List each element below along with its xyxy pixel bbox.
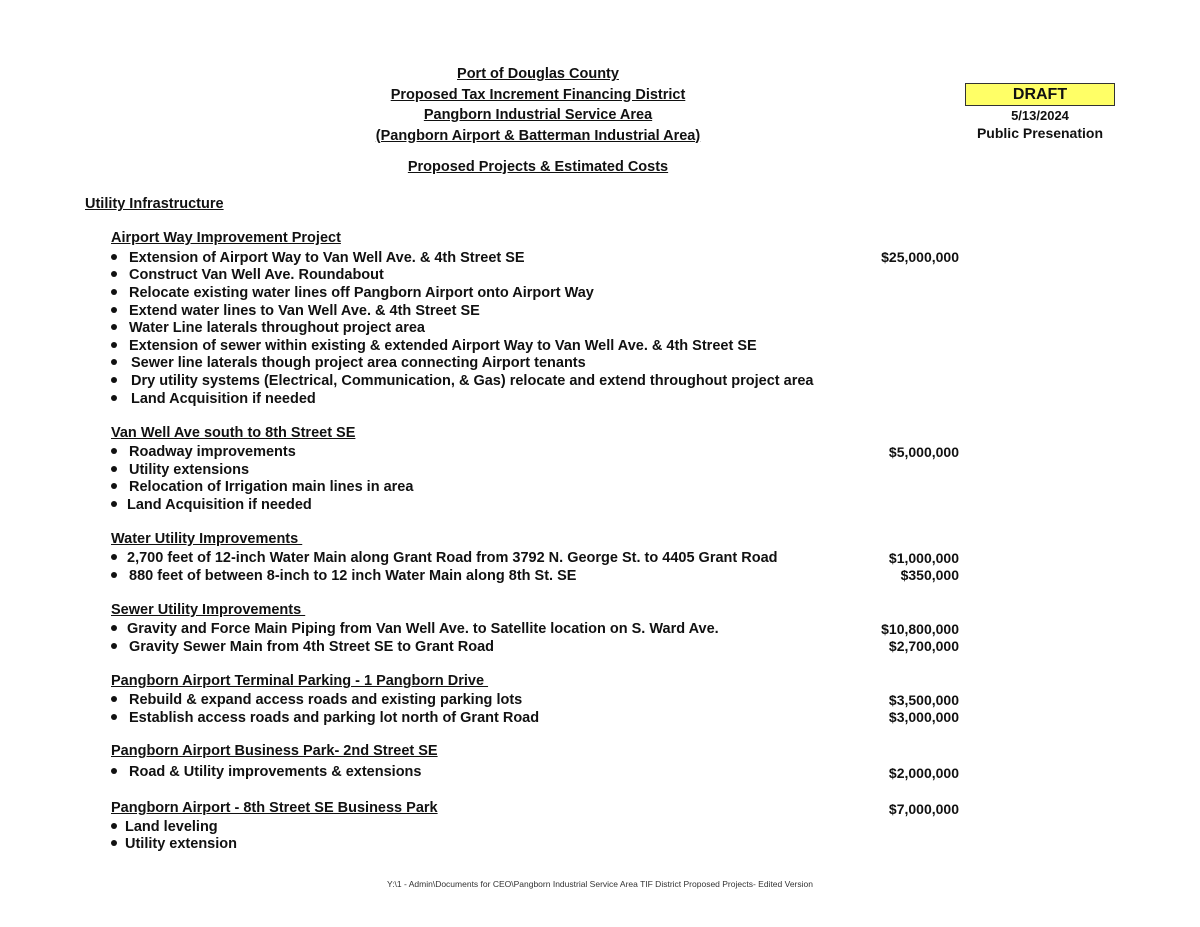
bullet-icon	[111, 554, 117, 560]
bullet-icon	[111, 289, 117, 295]
cost-value: $10,800,000	[881, 621, 959, 637]
bullet-icon	[111, 643, 117, 649]
bullet-icon	[111, 271, 117, 277]
cost-value: $3,500,000	[888, 692, 959, 708]
title-line-1: Port of Douglas County	[457, 66, 619, 82]
draft-note: Public Presenation	[976, 125, 1104, 141]
list-item: Land Acquisition if needed	[111, 390, 316, 408]
list-item: Land leveling	[111, 818, 218, 836]
section-heading-business-park-8th: Pangborn Airport - 8th Street SE Business Park	[111, 800, 438, 816]
list-item: Roadway improvements	[111, 443, 296, 461]
list-item: Construct Van Well Ave. Roundabout	[111, 266, 384, 284]
bullet-icon	[111, 342, 117, 348]
list-item: Gravity Sewer Main from 4th Street SE to Grant Road	[111, 638, 494, 656]
bullet-icon	[111, 307, 117, 313]
draft-badge: DRAFT	[965, 83, 1115, 106]
bullet-icon	[111, 696, 117, 702]
bullet-icon	[111, 324, 117, 330]
bullet-icon	[111, 448, 117, 454]
document-subtitle: Proposed Projects & Estimated Costs	[407, 159, 669, 175]
bullet-icon	[111, 768, 117, 774]
list-item: 2,700 feet of 12-inch Water Main along Grant Road from 3792 N. George St. to 4405 Grant Road	[111, 549, 778, 567]
list-item: Relocation of Irrigation main lines in area	[111, 478, 413, 496]
bullet-icon	[111, 395, 117, 401]
bullet-icon	[111, 572, 117, 578]
list-item: Sewer line laterals though project area connecting Airport tenants	[111, 354, 586, 372]
cost-value: $350,000	[900, 567, 959, 583]
cost-value: $2,000,000	[888, 765, 959, 781]
section-heading-airport-way: Airport Way Improvement Project	[111, 230, 341, 246]
list-item: Land Acquisition if needed	[111, 496, 312, 514]
list-item: Water Line laterals throughout project area	[111, 319, 425, 337]
list-item: Extension of sewer within existing & extended Airport Way to Van Well Ave. & 4th Street SE	[111, 337, 757, 355]
list-item: 880 feet of between 8-inch to 12 inch Water Main along 8th St. SE	[111, 567, 576, 585]
list-item: Relocate existing water lines off Pangborn Airport onto Airport Way	[111, 284, 594, 302]
cost-value: $1,000,000	[888, 550, 959, 566]
list-item: Extend water lines to Van Well Ave. & 4th Street SE	[111, 302, 480, 320]
bullet-icon	[111, 377, 117, 383]
list-item: Road & Utility improvements & extensions	[111, 763, 421, 781]
bullet-icon	[111, 840, 117, 846]
title-line-4: (Pangborn Airport & Batterman Industrial Area)	[375, 127, 701, 144]
cost-value: $2,700,000	[888, 638, 959, 654]
list-item: Utility extensions	[111, 461, 249, 479]
draft-date: 5/13/2024	[1011, 108, 1069, 123]
cost-value: $3,000,000	[888, 709, 959, 725]
section-heading-water-utility: Water Utility Improvements	[111, 531, 303, 547]
section-heading-van-well: Van Well Ave south to 8th Street SE	[111, 425, 356, 441]
bullet-icon	[111, 823, 117, 829]
section-heading-terminal-parking: Pangborn Airport Terminal Parking - 1 Pangborn Drive	[111, 673, 489, 689]
cost-value: $7,000,000	[888, 801, 959, 817]
cost-value: $25,000,000	[881, 249, 959, 265]
footer-file-path: Y:\1 - Admin\Documents for CEO\Pangborn Industrial Service Area TIF District Proposed Projects- Edited Version	[387, 879, 813, 889]
bullet-icon	[111, 501, 117, 507]
title-line-2: Proposed Tax Increment Financing District	[390, 86, 686, 103]
cost-value: $5,000,000	[888, 444, 959, 460]
list-item: Rebuild & expand access roads and existing parking lots	[111, 691, 522, 709]
bullet-icon	[111, 714, 117, 720]
bullet-icon	[111, 466, 117, 472]
bullet-icon	[111, 359, 117, 365]
section-heading-business-park-2nd: Pangborn Airport Business Park- 2nd Street SE	[111, 743, 438, 759]
document-title	[338, 64, 738, 146]
bullet-icon	[111, 254, 117, 260]
bullet-icon	[111, 483, 117, 489]
list-item: Establish access roads and parking lot north of Grant Road	[111, 709, 539, 727]
title-line-3: Pangborn Industrial Service Area	[423, 107, 653, 123]
bullet-icon	[111, 625, 117, 631]
category-heading: Utility Infrastructure	[85, 196, 224, 212]
list-item: Dry utility systems (Electrical, Communication, & Gas) relocate and extend throughout project area	[111, 372, 813, 390]
section-heading-sewer-utility: Sewer Utility Improvements	[111, 602, 306, 618]
list-item: Extension of Airport Way to Van Well Ave. & 4th Street SE	[111, 249, 525, 267]
list-item: Utility extension	[111, 835, 237, 853]
list-item: Gravity and Force Main Piping from Van Well Ave. to Satellite location on S. Ward Ave.	[111, 620, 719, 638]
